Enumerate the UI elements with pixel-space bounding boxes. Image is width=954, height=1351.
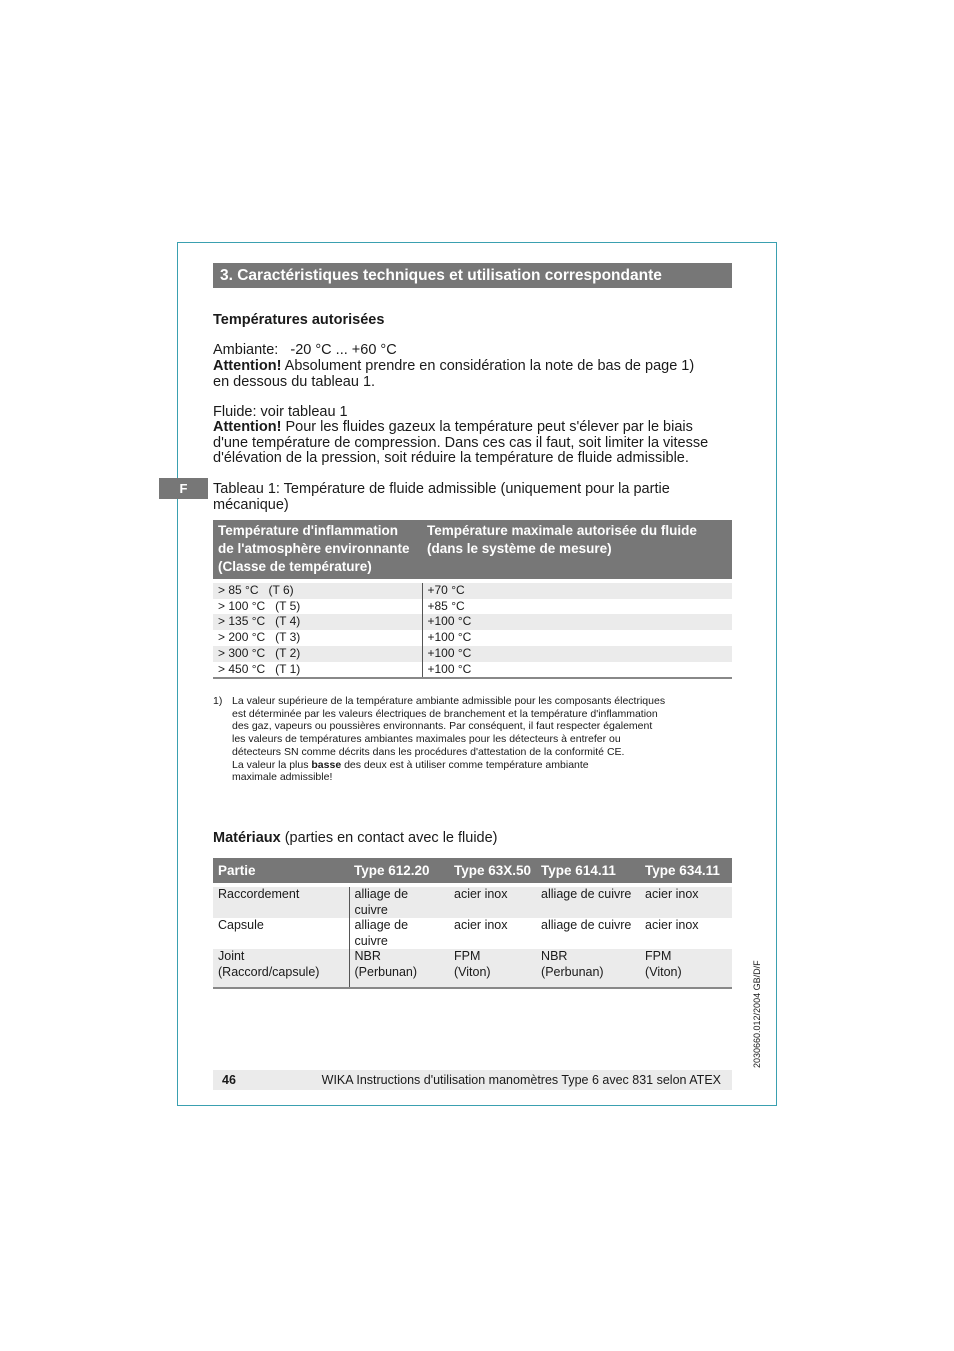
table-row: Capsule alliage de cuivre acier inox alliage de cuivre acier inox bbox=[213, 918, 732, 949]
header-max-fluid-temp: Température maximale autorisée du fluide (dans le système de mesure) bbox=[422, 520, 732, 579]
table-row: Raccordement alliage de cuivre acier inox alliage de cuivre acier inox bbox=[213, 887, 732, 918]
ambient-note: Attention! Absolument prendre en considération la note de bas de page 1) en dessous du tableau 1. bbox=[213, 358, 695, 390]
materials-heading: Matériaux (parties en contact avec le fluide) bbox=[213, 830, 498, 846]
header-type-63411: Type 634.11 bbox=[640, 858, 732, 883]
ambient-line bbox=[213, 343, 397, 359]
table-row: > 85 °C (T 6) +70 °C bbox=[213, 583, 732, 599]
fluid-line: Fluide: voir tableau 1 bbox=[213, 404, 348, 420]
language-tab: F bbox=[159, 478, 208, 499]
header-type-61220: Type 612.20 bbox=[349, 858, 449, 883]
materials-table bbox=[213, 858, 732, 989]
page-footer bbox=[213, 1070, 732, 1090]
attention-label: Attention! bbox=[213, 419, 282, 435]
table1-caption: Tableau 1: Température de fluide admissible (uniquement pour la partie mécanique) bbox=[213, 481, 670, 513]
document-code: 2030660.012/2004 GB/D/F bbox=[752, 960, 762, 1068]
header-ignition-temp: Température d'inflammation de l'atmosphère environnante (Classe de température) bbox=[213, 520, 422, 579]
temperatures-heading: Températures autorisées bbox=[213, 312, 385, 328]
footnote: 1) La valeur supérieure de la température ambiante admissible pour les composants électriques est déterminée par les valeurs électriques de branchement et la température d'inflammation des gaz, vapeurs ou poussières environnants. Par conséquent, il faut respecter également les valeurs de températures ambiantes maximales pour les détecteurs à entrefer ou détecteurs SN comme décrits dans les procédures d'attestation de la conformité CE. La valeur la plus basse des deux est à utiliser comme température ambiante maximale admissible! bbox=[213, 695, 666, 784]
table-row: > 450 °C (T 1) +100 °C bbox=[213, 662, 732, 679]
header-part: Partie bbox=[213, 858, 349, 883]
fluid-note: Attention! Pour les fluides gazeux la température peut s'élever par le biais d'une température de compression. Dans ces cas il faut, soit limiter la vitesse d'élévation de la pression, soit réduire la température de fluide admissible. bbox=[213, 419, 709, 466]
table-row: > 300 °C (T 2) +100 °C bbox=[213, 646, 732, 662]
table-header-row bbox=[213, 858, 732, 883]
table-row: > 200 °C (T 3) +100 °C bbox=[213, 630, 732, 646]
table-header-row bbox=[213, 520, 732, 579]
table-row: > 100 °C (T 5) +85 °C bbox=[213, 599, 732, 615]
section-title: 3. Caractéristiques techniques et utilisation correspondante bbox=[213, 263, 732, 288]
attention-label: Attention! bbox=[213, 358, 282, 374]
header-type-61411: Type 614.11 bbox=[536, 858, 640, 883]
table-row: Joint (Raccord/capsule) NBR (Perbunan) FPM (Viton) NBR (Perbunan) FPM (Viton) bbox=[213, 949, 732, 988]
table-row: > 135 °C (T 4) +100 °C bbox=[213, 614, 732, 630]
page-number: 46 bbox=[222, 1073, 236, 1087]
ambient-label: Ambiante: bbox=[213, 342, 279, 358]
temperature-table bbox=[213, 520, 732, 679]
footnote-number: 1) bbox=[213, 695, 223, 707]
ambient-value: -20 °C ... +60 °C bbox=[290, 342, 397, 358]
header-type-63x50: Type 63X.50 bbox=[449, 858, 536, 883]
footer-text: WIKA Instructions d'utilisation manomètres Type 6 avec 831 selon ATEX bbox=[321, 1073, 721, 1087]
